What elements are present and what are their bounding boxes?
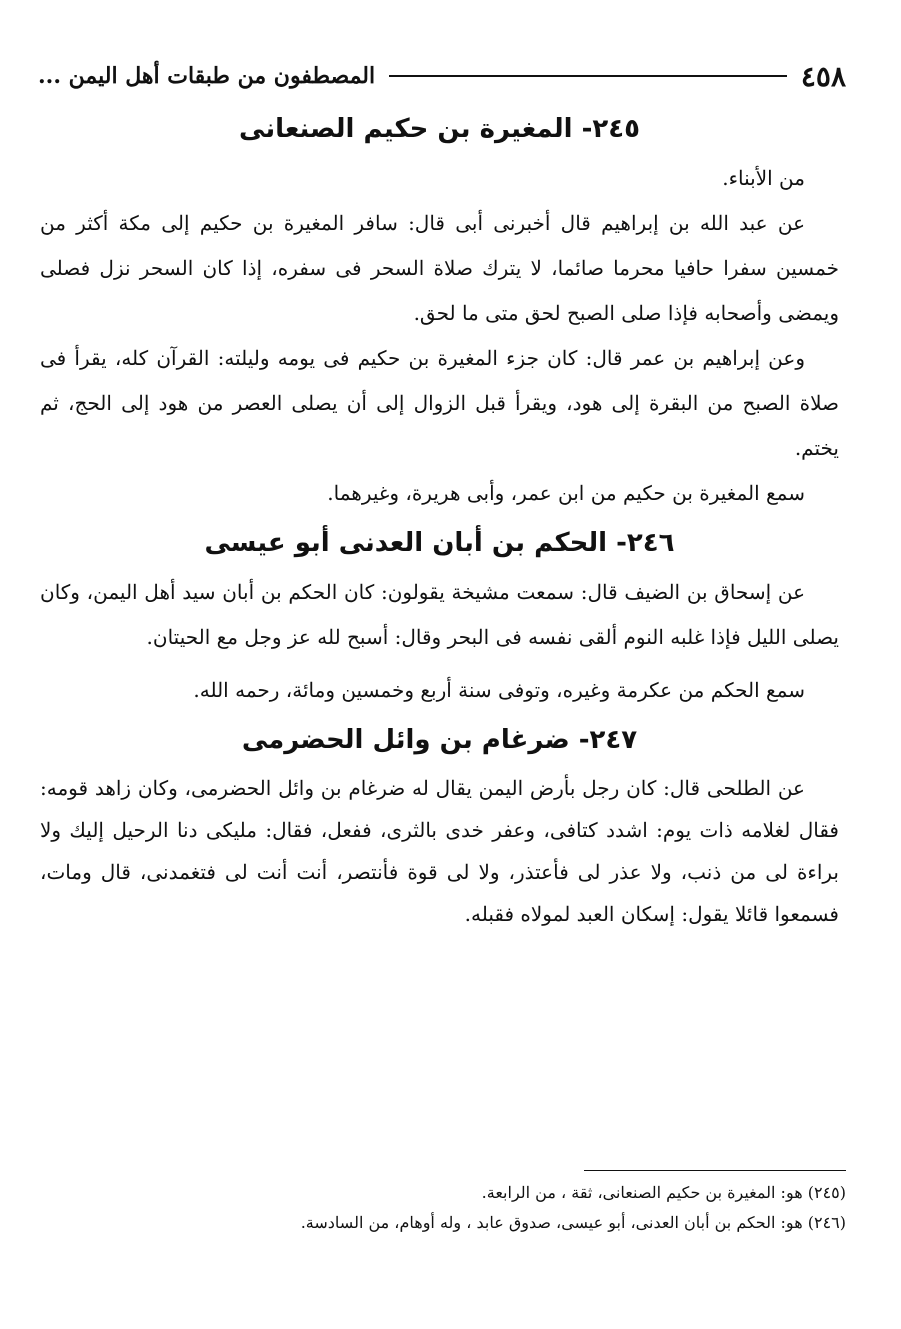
entry-paragraph: سمع الحكم من عكرمة وغيره، وتوفى سنة أربع وخمسين ومائة، رحمه الله.	[193, 678, 805, 702]
footnote-rule	[584, 1170, 846, 1171]
page-number: ٤٥٨	[800, 59, 846, 93]
footnote: (٢٤٦) هو: الحكم بن أبان العدنى، أبو عيسى، صدوق عابد ، وله أوهام، من السادسة.	[300, 1213, 846, 1232]
entry-246	[40, 516, 839, 713]
entry-paragraph: من الأبناء.	[722, 166, 805, 190]
entry-heading: ٢٤٧- ضرغام بن وائل الحضرمى	[241, 725, 638, 755]
entry-paragraph: سمع المغيرة بن حكيم من ابن عمر، وأبى هريرة، وغيرهما.	[327, 481, 805, 505]
entry-heading: ٢٤٦- الحكم بن أبان العدنى أبو عيسى	[204, 528, 675, 558]
footnotes	[40, 1178, 846, 1238]
paragraph-gap	[40, 660, 839, 668]
footnote: (٢٤٥) هو: المغيرة بن حكيم الصنعانى، ثقة ، من الرابعة.	[481, 1183, 846, 1202]
page-body	[40, 102, 839, 935]
entry-245	[40, 102, 839, 516]
running-title: المصطفون من طبقات أهل اليمن ...	[38, 63, 376, 89]
entry-heading: ٢٤٥- المغيرة بن حكيم الصنعانى	[239, 114, 640, 144]
entry-paragraph: عن الطلحى قال: كان رجل بأرض اليمن يقال له ضرغام بن وائل الحضرمى، وكان زاهد قومه: فقال لغلامه ذات يوم: اشدد كتافى، وعفر خدى بالثرى، ففعل، فقال: مليكى دنا الرحيل إليك ولا براءة لى من ذنب، ولا عذر لى فأعتذر، ولا لى قوة فأنتصر، أنت أنت لى فتغمدنى، قال ومات، فسمعوا قائلا يقول: إسكان العبد لمولاه فقبله.	[40, 776, 839, 926]
header-rule	[389, 75, 787, 77]
entry-paragraph: وعن إبراهيم بن عمر قال: كان جزء المغيرة بن حكيم فى يومه وليلته: القرآن كله، يقرأ فى صلاة الصبح من البقرة إلى هود، ويقرأ قبل الزوال إلى أن يصلى العصر من هود إلى الحج، ثم يختم.	[40, 346, 839, 460]
page-header	[38, 56, 846, 96]
entry-paragraph: عن عبد الله بن إبراهيم قال أخبرنى أبى قال: سافر المغيرة بن حكيم إلى مكة أكثر من خمسين سفرا حافيا محرما صائما، لا يترك صلاة السحر فى سفره، إذا كان السحر نزل فصلى ويمضى وأصحابه فإذا صلى الصبح لحق متى ما لحق.	[40, 211, 839, 325]
entry-247	[40, 713, 839, 935]
entry-paragraph: عن إسحاق بن الضيف قال: سمعت مشيخة يقولون: كان الحكم بن أبان سيد أهل اليمن، وكان يصلى الليل فإذا غلبه النوم ألقى نفسه فى البحر وقال: أسبح لله عز وجل مع الحيتان.	[40, 580, 839, 649]
